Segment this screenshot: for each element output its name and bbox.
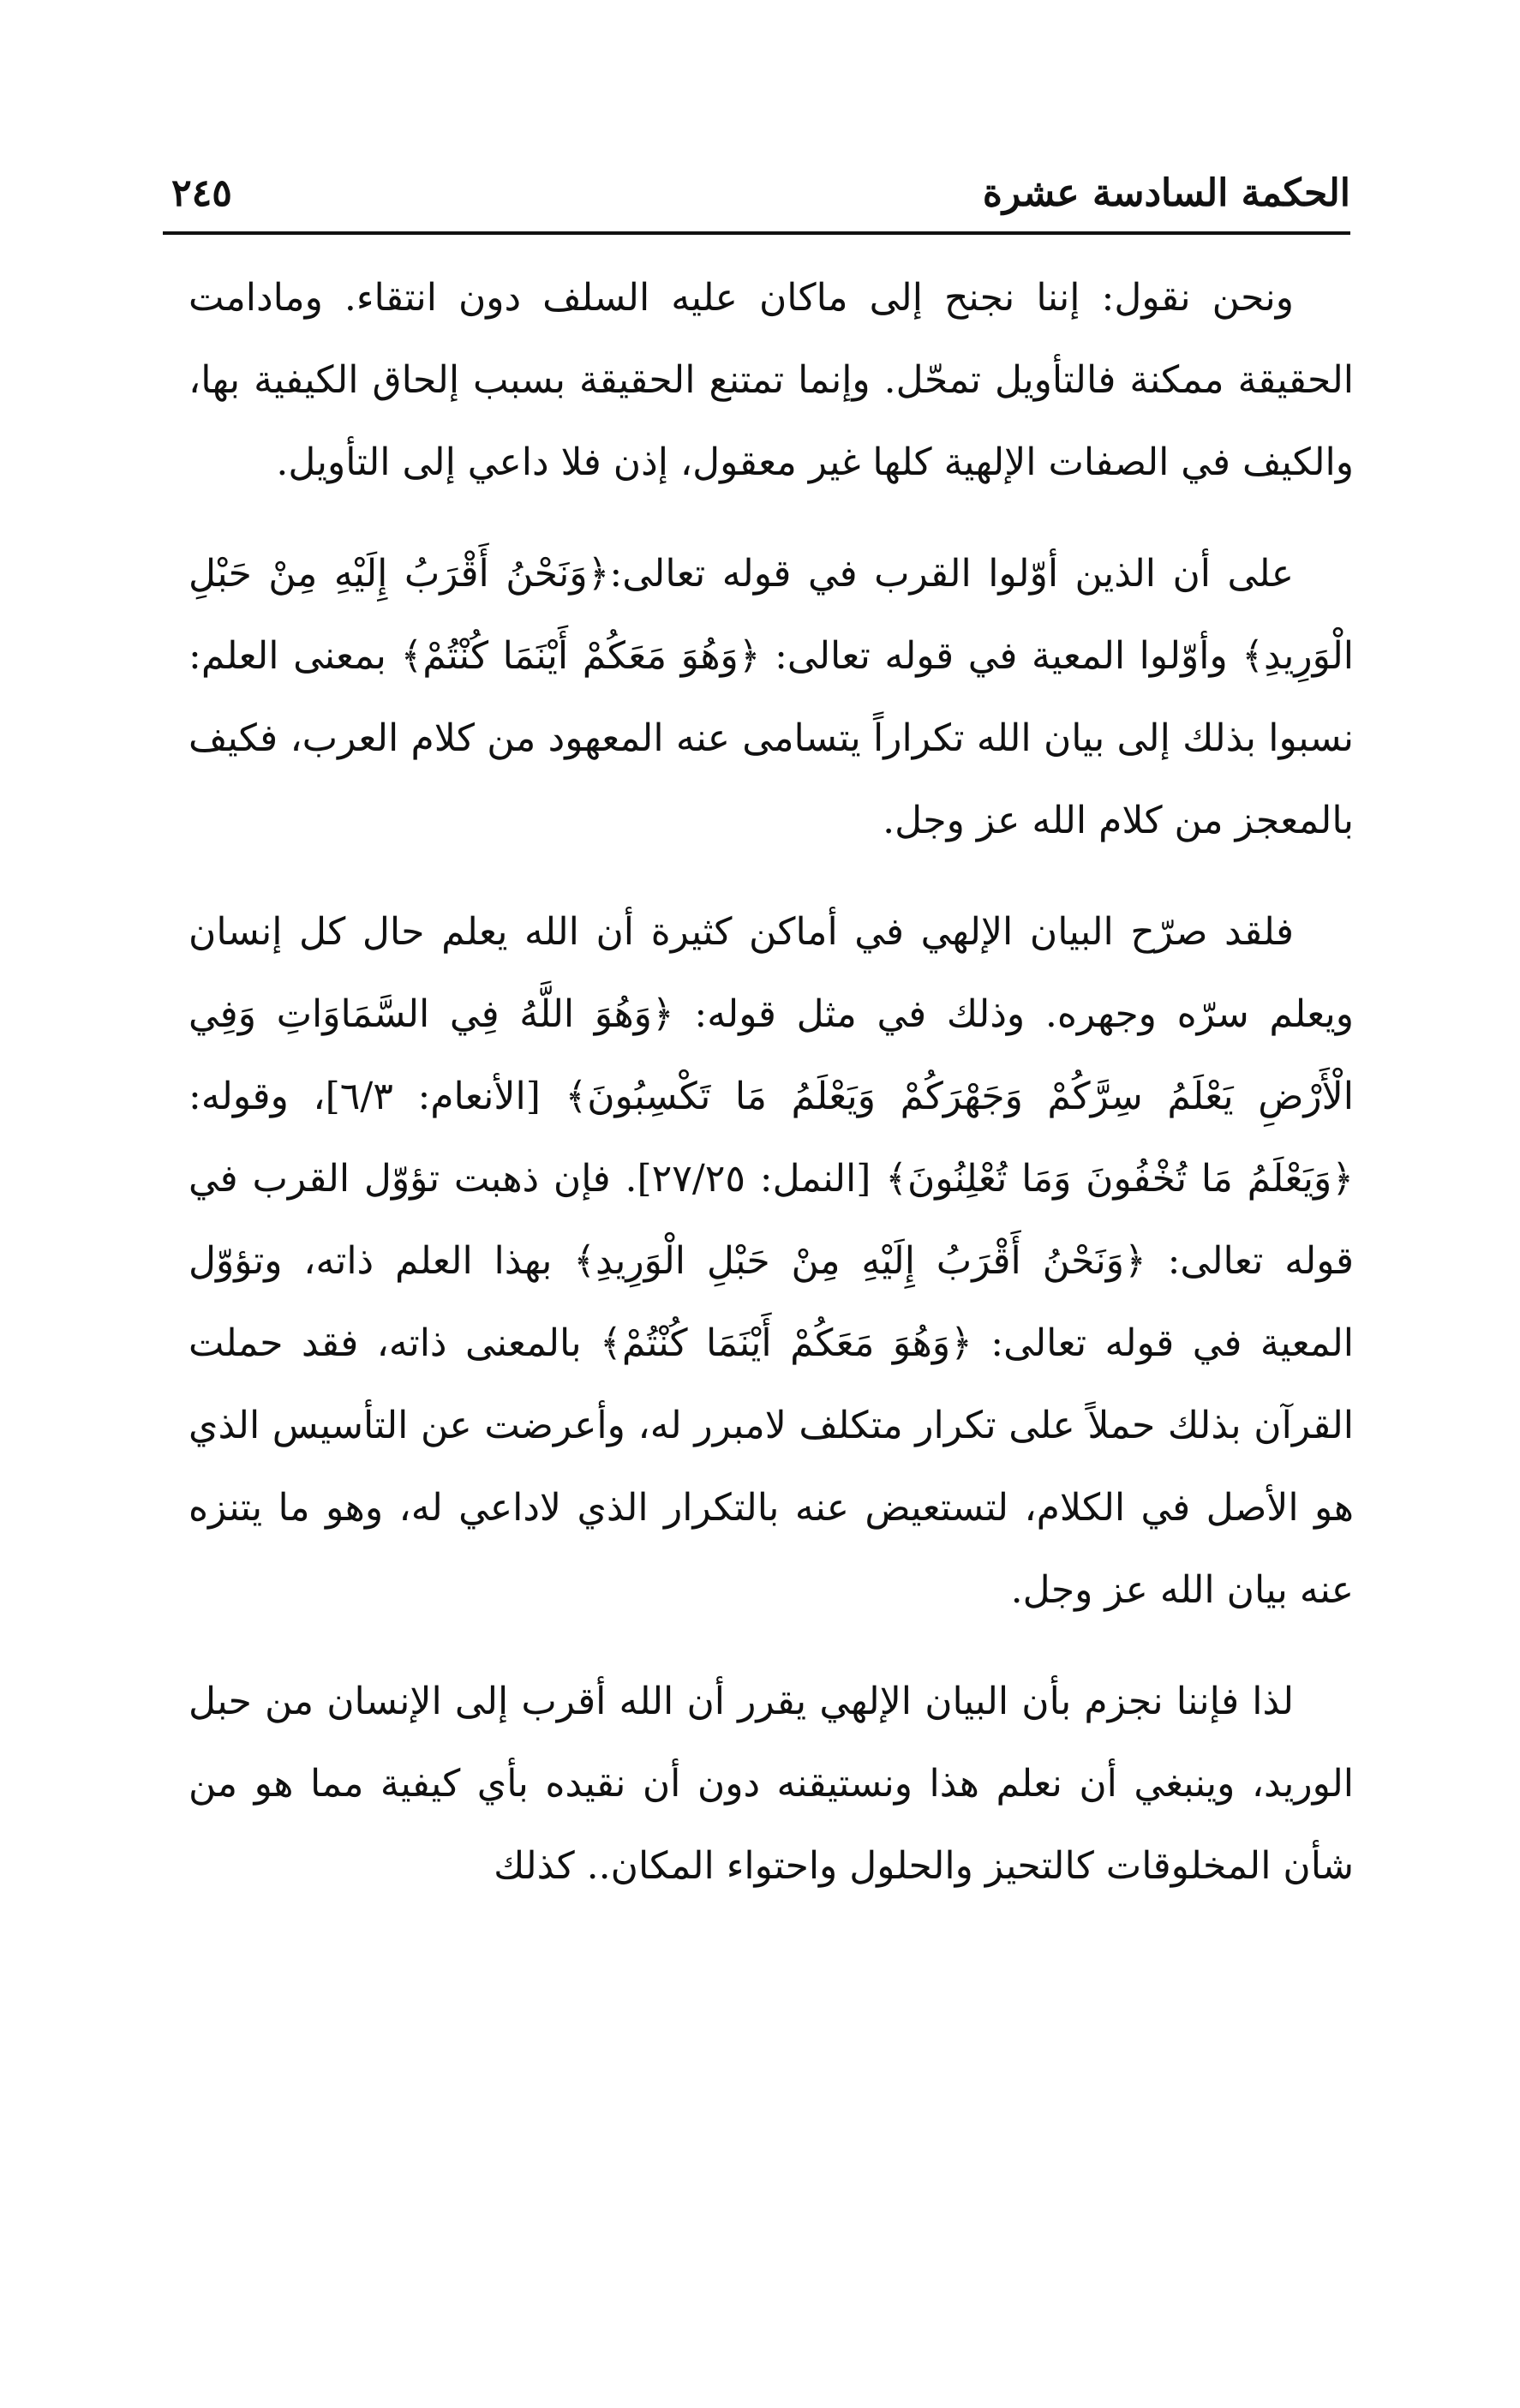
page-header: [163, 165, 1350, 238]
paragraph-2: على أن الذين أوّلوا القرب في قوله تعالى:﴿وَنَحْنُ أَقْرَبُ إِلَيْهِ مِنْ حَبْلِ الْوَرِيدِ﴾ وأوّلوا المعية في قوله تعالى: ﴿وَهُوَ مَعَكُمْ أَيْنَمَا كُنْتُمْ﴾ بمعنى العلم: نسبوا بذلك إلى بيان الله تكراراً يتسامى عنه المعهود من كلام العرب، فكيف بالمعجز من كلام الله عز وجل.: [189, 552, 1354, 842]
body-text: [189, 257, 1354, 1937]
paragraph-3: فلقد صرّح البيان الإلهي في أماكن كثيرة أن الله يعلم حال كل إنسان ويعلم سرّه وجهره. وذلك في مثل قوله: ﴿وَهُوَ اللَّهُ فِي السَّمَاوَاتِ وَفِي الْأَرْضِ يَعْلَمُ سِرَّكُمْ وَجَهْرَكُمْ وَيَعْلَمُ مَا تَكْسِبُونَ﴾ [الأنعام: ٦/٣]، وقوله: ﴿وَيَعْلَمُ مَا تُخْفُونَ وَمَا تُعْلِنُونَ﴾ [النمل: ٢٧/٢٥]. فإن ذهبت تؤوّل القرب في قوله تعالى: ﴿وَنَحْنُ أَقْرَبُ إِلَيْهِ مِنْ حَبْلِ الْوَرِيدِ﴾ بهذا العلم ذاته، وتؤوّل المعية في قوله تعالى: ﴿وَهُوَ مَعَكُمْ أَيْنَمَا كُنْتُمْ﴾ بالمعنى ذاته، فقد حملت القرآن بذلك حملاً على تكرار متكلف لامبرر له، وأعرضت عن التأسيس الذي هو الأصل في الكلام، لتستعيض عنه بالتكرار الذي لاداعي له، وهو ما يتنزه عنه بيان الله عز وجل.: [189, 910, 1355, 1612]
page-number: ٢٤٥: [171, 171, 232, 215]
paragraph-4: لذا فإننا نجزم بأن البيان الإلهي يقرر أن الله أقرب إلى الإنسان من حبل الوريد، وينبغي أن نعلم هذا ونستيقنه دون أن نقيده بأي كيفية مما هو من شأن المخلوقات كالتحيز والحلول واحتواء المكان.. كذلك: [189, 1680, 1354, 1888]
running-title: الحكمة السادسة عشرة: [982, 171, 1350, 215]
header-rule: [163, 231, 1350, 235]
paragraph-1: ونحن نقول: إننا نجنح إلى ماكان عليه السلف دون انتقاء. ومادامت الحقيقة ممكنة فالتأويل تمحّل. وإنما تمتنع الحقيقة بسبب إلحاق الكيفية بها، والكيف في الصفات الإلهية كلها غير معقول، إذن فلا داعي إلى التأويل.: [189, 276, 1354, 484]
